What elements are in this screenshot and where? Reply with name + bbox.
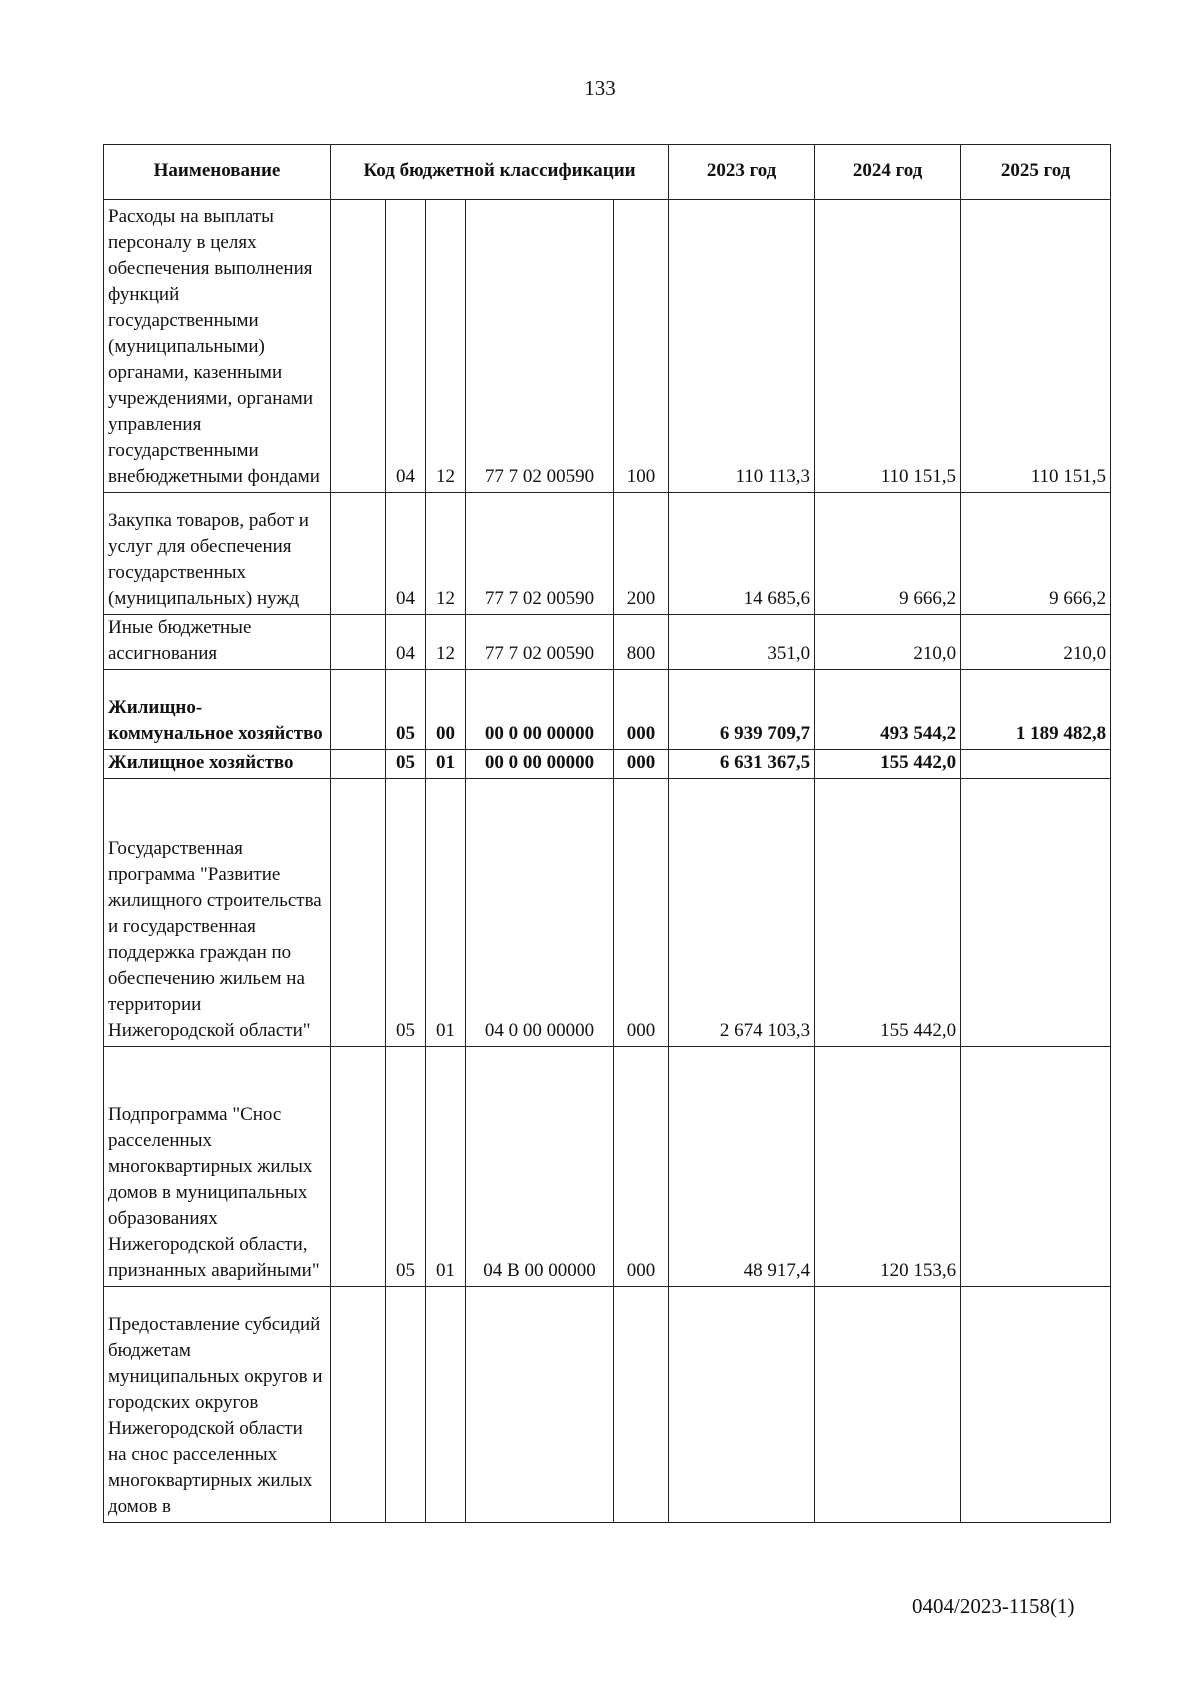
code-subsection: 12 [426,493,466,615]
code-expense-type [614,1287,669,1523]
code-target: 77 7 02 00590 [466,200,614,493]
value-2025: 210,0 [961,615,1111,670]
value-2024: 155 442,0 [815,750,961,779]
table-row [104,1047,1111,1287]
code-subsection: 12 [426,615,466,670]
code-section: 05 [386,750,426,779]
value-2025 [961,1287,1111,1523]
code-col-1 [331,200,386,493]
table-row [104,779,1111,1047]
code-target: 77 7 02 00590 [466,493,614,615]
code-expense-type: 100 [614,200,669,493]
code-col-1 [331,493,386,615]
header-2024: 2024 год [815,145,961,200]
code-col-1 [331,1287,386,1523]
value-2023: 14 685,6 [669,493,815,615]
table-row [104,200,1111,493]
code-section: 05 [386,670,426,750]
value-2024: 210,0 [815,615,961,670]
code-subsection: 01 [426,1047,466,1287]
code-section: 04 [386,493,426,615]
code-section: 05 [386,1047,426,1287]
value-2023: 6 939 709,7 [669,670,815,750]
code-col-1 [331,1047,386,1287]
header-code: Код бюджетной классификации [331,145,669,200]
row-name: Государственная программа "Развитие жилищного строительства и государственная поддержка граждан по обеспечению жильем на территории Нижегородской области" [104,779,331,1047]
code-expense-type: 000 [614,779,669,1047]
code-col-1 [331,670,386,750]
value-2024: 110 151,5 [815,200,961,493]
code-target: 00 0 00 00000 [466,750,614,779]
value-2023: 110 113,3 [669,200,815,493]
row-name: Подпрограмма "Снос расселенных многоквартирных жилых домов в муниципальных образованиях Нижегородской области, признанных аварийными" [104,1047,331,1287]
row-name: Предоставление субсидий бюджетам муниципальных округов и городских округов Нижегородской области на снос расселенных многоквартирных жилых домов в [104,1287,331,1523]
value-2024: 9 666,2 [815,493,961,615]
value-2023: 48 917,4 [669,1047,815,1287]
code-expense-type: 000 [614,1047,669,1287]
value-2023: 2 674 103,3 [669,779,815,1047]
row-name: Расходы на выплаты персоналу в целях обеспечения выполнения функций государственными (муниципальными) органами, казенными учреждениями, органами управления государственными внебюджетными фондами [104,200,331,493]
code-col-1 [331,615,386,670]
table-row [104,750,1111,779]
value-2025: 9 666,2 [961,493,1111,615]
table-row [104,1287,1111,1523]
code-section: 04 [386,615,426,670]
row-name: Жилищное хозяйство [104,750,331,779]
value-2024: 155 442,0 [815,779,961,1047]
page-number: 133 [584,76,616,100]
value-2025: 110 151,5 [961,200,1111,493]
code-target: 00 0 00 00000 [466,670,614,750]
table-row [104,615,1111,670]
code-target [466,1287,614,1523]
code-subsection: 12 [426,200,466,493]
code-subsection [426,1287,466,1523]
code-expense-type: 000 [614,670,669,750]
code-subsection: 01 [426,750,466,779]
code-section: 04 [386,200,426,493]
header-2023: 2023 год [669,145,815,200]
header-2025: 2025 год [961,145,1111,200]
header-name: Наименование [104,145,331,200]
code-expense-type: 800 [614,615,669,670]
code-section [386,1287,426,1523]
code-subsection: 00 [426,670,466,750]
code-col-1 [331,779,386,1047]
table-row [104,493,1111,615]
value-2023 [669,1287,815,1523]
row-name: Жилищно-коммунальное хозяйство [104,670,331,750]
table-header-row [104,145,1111,200]
value-2025 [961,750,1111,779]
value-2025: 1 189 482,8 [961,670,1111,750]
row-name: Иные бюджетные ассигнования [104,615,331,670]
value-2023: 6 631 367,5 [669,750,815,779]
code-target: 04 0 00 00000 [466,779,614,1047]
value-2023: 351,0 [669,615,815,670]
code-target: 77 7 02 00590 [466,615,614,670]
budget-table [103,144,1111,1523]
table-row [104,670,1111,750]
code-target: 04 В 00 00000 [466,1047,614,1287]
code-subsection: 01 [426,779,466,1047]
value-2024: 493 544,2 [815,670,961,750]
code-expense-type: 200 [614,493,669,615]
document-code: 0404/2023-1158(1) [912,1594,1075,1618]
code-col-1 [331,750,386,779]
value-2024 [815,1287,961,1523]
code-section: 05 [386,779,426,1047]
code-expense-type: 000 [614,750,669,779]
value-2024: 120 153,6 [815,1047,961,1287]
value-2025 [961,779,1111,1047]
row-name: Закупка товаров, работ и услуг для обеспечения государственных (муниципальных) нужд [104,493,331,615]
value-2025 [961,1047,1111,1287]
